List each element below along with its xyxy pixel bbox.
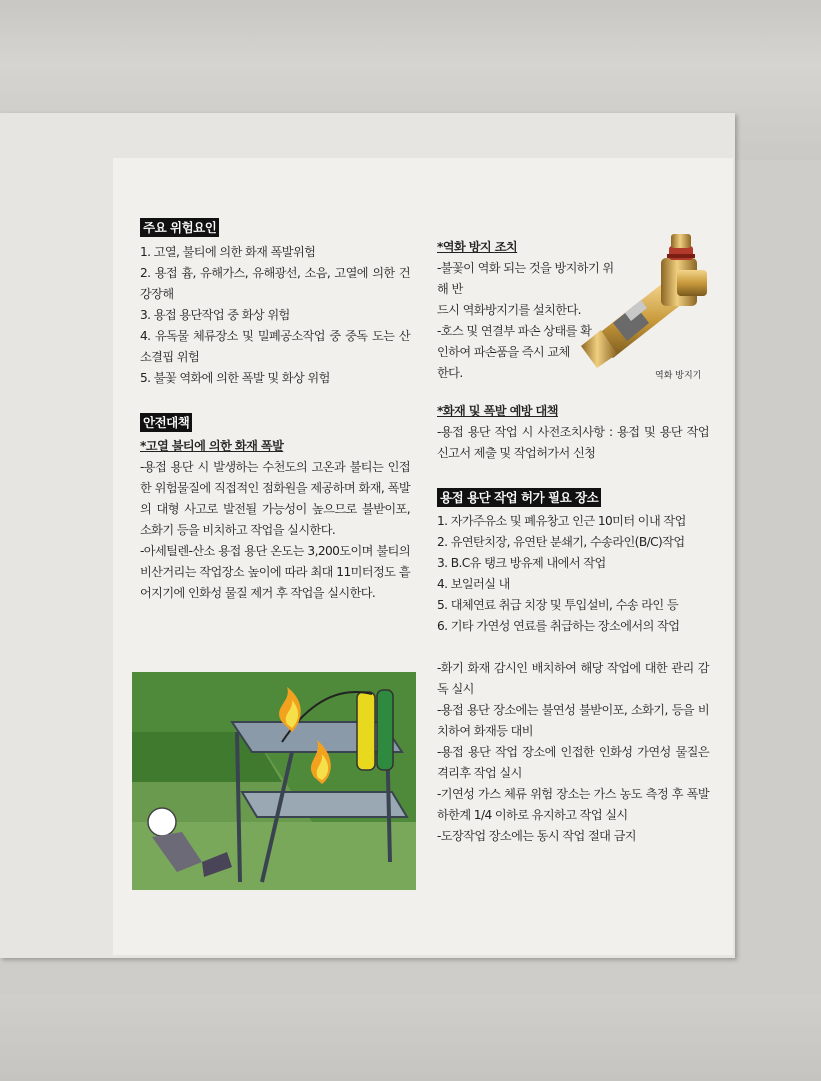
backfire-heading: *역화 방지 조치 <box>437 240 518 254</box>
permit-item: 6. 기타 가연성 연료를 취급하는 장소에서의 작업 <box>437 619 680 633</box>
risk-heading: 주요 위험요인 <box>140 218 219 237</box>
safety-paragraph-2: -아세틸렌-산소 용접 용단 온도는 3,200도이며 불티의 비산거리는 작업장소 높이에 따라 최대 11미터정도 흩어지기에 인화성 물질 제거 후 작업을 실시한다. <box>140 544 410 600</box>
measure-item: -도장작업 장소에는 동시 작업 절대 금지 <box>437 829 636 843</box>
backfire-line: -호스 및 연결부 파손 상태를 확 <box>437 324 592 338</box>
permit-list <box>437 511 709 637</box>
safety-heading: 안전대책 <box>140 413 192 432</box>
measure-item: -용접 용단 장소에는 불연성 불받이포, 소화기, 등을 비치하여 화재등 대비 <box>437 703 709 738</box>
stone-background-bottom <box>0 995 821 1081</box>
risk-item: 1. 고열, 불티에 의한 화재 폭발위험 <box>140 245 316 259</box>
fire-heading: *화재 및 폭발 예방 대책 <box>437 404 558 418</box>
measure-list <box>437 658 709 847</box>
welding-fire-illustration <box>132 672 416 890</box>
risk-list <box>140 242 410 389</box>
backfire-line: 한다. <box>437 366 463 380</box>
backfire-arrestor-image <box>573 228 723 388</box>
permit-item: 4. 보일러실 내 <box>437 577 510 591</box>
left-column <box>140 218 410 604</box>
risk-item: 2. 용접 흄, 유해가스, 유해광선, 소음, 고열에 의한 건강장해 <box>140 266 410 301</box>
right-column <box>437 401 709 847</box>
permit-heading: 용접 용단 작업 허가 필요 장소 <box>437 488 601 507</box>
valve-caption: 역화 방지기 <box>655 371 702 381</box>
fire-text: -용접 용단 작업 시 사전조치사항 : 용접 및 용단 작업 신고서 제출 및 작업허가서 신청 <box>437 425 709 460</box>
measure-item: -화기 화재 감시인 배치하여 해당 작업에 대한 관리 감독 실시 <box>437 661 709 696</box>
backfire-line: 드시 역화방지기를 설치한다. <box>437 303 581 317</box>
measure-item: -기연성 가스 체류 위험 장소는 가스 농도 측정 후 폭발 하한계 1/4 이하로 유지하고 작업 실시 <box>437 787 709 822</box>
permit-item: 3. B.C유 탱크 방유제 내에서 작업 <box>437 556 606 570</box>
safety-paragraph-1: -용접 용단 시 발생하는 수천도의 고온과 불티는 인접한 위험물질에 직접적인 점화원을 제공하며 화재, 폭발의 대형 사고로 발전될 가능성이 높으므로 불받이포, 소화기 등을 비치하고 작업을 실시한다. <box>140 460 410 537</box>
permit-item: 5. 대체연료 취급 치장 및 투입설비, 수송 라인 등 <box>437 598 679 612</box>
safety-subheading: *고열 불티에 의한 화재 폭발 <box>140 439 284 453</box>
permit-item: 2. 유연탄치장, 유연탄 분쇄기, 수송라인(B/C)작업 <box>437 535 685 549</box>
risk-item: 4. 유독물 체류장소 및 밀폐공소작업 중 중독 도는 산소결핍 위험 <box>140 329 410 364</box>
risk-item: 3. 용접 용단작업 중 화상 위험 <box>140 308 290 322</box>
backfire-line: -불꽃이 역화 되는 것을 방지하기 위해 반 <box>437 261 614 296</box>
measure-item: -용접 용단 작업 장소에 인접한 인화성 가연성 물질은 격리후 작업 실시 <box>437 745 709 780</box>
backfire-line: 인하여 파손품을 즉시 교체 <box>437 345 570 359</box>
permit-item: 1. 자가주유소 및 폐유창고 인근 10미터 이내 작업 <box>437 514 686 528</box>
risk-item: 5. 불꽃 역화에 의한 폭발 및 화상 위험 <box>140 371 330 385</box>
